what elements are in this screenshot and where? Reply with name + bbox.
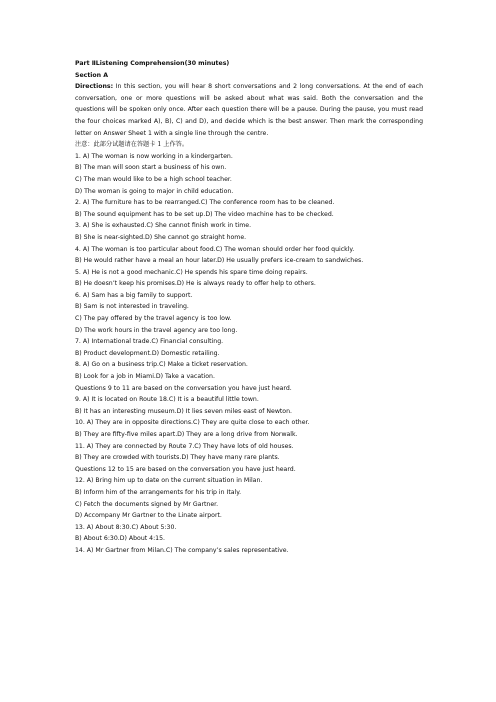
question-line: 5. A) He is not a good mechanic.C) He spends his spare time doing repairs.	[75, 268, 308, 276]
question-line: B) Sam is not interested in traveling.	[75, 303, 189, 311]
question-line: C) The pay offered by the travel agency is too low.	[75, 315, 232, 323]
question-line: 12. A) Bring him up to date on the current situation in Milan.	[75, 477, 263, 485]
section-heading: Section A	[75, 71, 108, 79]
directions-text: In this section, you will hear 8 short conversations and 2 long conversations. At the end of each conversation, one or more questions will be asked about what was said. Both the conversation and the questions will be spoken only once. After each question there will be a pause. During the pause, you must read the four choices marked A), B), C) and D), and decide which is the best answer. Then mark the corresponding letter on Answer Sheet 1 with a single line through the centre.	[75, 83, 423, 137]
question-list	[75, 151, 423, 557]
question-line: D) Accompany Mr Gartner to the Linate airport.	[75, 512, 222, 520]
document-page	[75, 58, 423, 557]
question-line: 3. A) She is exhausted.C) She cannot finish work in time.	[75, 222, 252, 230]
question-line: 8. A) Go on a business trip.C) Make a ticket reservation.	[75, 361, 248, 369]
question-line: B) Look for a job in Miami.D) Take a vacation.	[75, 373, 215, 381]
question-line: D) The work hours in the travel agency are too long.	[75, 326, 238, 334]
question-line: B) He would rather have a meal an hour later.D) He usually prefers ice-cream to sandwiches.	[75, 257, 364, 265]
question-line: 10. A) They are in opposite directions.C) They are quite close to each other.	[75, 419, 310, 427]
question-line: B) About 6:30.D) About 4:15.	[75, 535, 166, 543]
question-line: B) They are crowded with tourists.D) They have many rare plants.	[75, 454, 280, 462]
question-line: 1. A) The woman is now working in a kindergarten.	[75, 152, 233, 160]
question-line: C) The man would like to be a high school teacher.	[75, 175, 232, 183]
question-line: 6. A) Sam has a big family to support.	[75, 291, 193, 299]
question-line: 9. A) It is located on Route 18.C) It is a beautiful little town.	[75, 396, 259, 404]
question-line: B) The man will soon start a business of his own.	[75, 164, 227, 172]
chinese-note: 注意：此部分试题请在答题卡 1 上作答。	[75, 141, 189, 149]
question-line: 4. A) The woman is too particular about food.C) The woman should order her food quickly.	[75, 245, 355, 253]
directions-label: Directions:	[75, 83, 114, 91]
question-line: 14. A) Mr Gartner from Milan.C) The company’s sales representative.	[75, 546, 289, 554]
question-line: B) The sound equipment has to be set up.D) The video machine has to be checked.	[75, 210, 334, 218]
question-line: 11. A) They are connected by Route 7.C) They have lots of old houses.	[75, 442, 294, 450]
question-line: B) They are fifty-five miles apart.D) They are a long drive from Norwalk.	[75, 431, 298, 438]
question-line: 2. A) The furniture has to be rearranged.C) The conference room has to be cleaned.	[75, 199, 335, 207]
question-line: B) Inform him of the arrangements for his trip in Italy.	[75, 488, 242, 496]
question-line: D) The woman is going to major in child education.	[75, 187, 234, 195]
part-heading: Part ⅡListening Comprehension(30 minutes)	[75, 60, 230, 67]
question-line: 13. A) About 8:30.C) About 5:30.	[75, 523, 177, 531]
question-line: C) Fetch the documents signed by Mr Gartner.	[75, 500, 219, 508]
question-line: 7. A) International trade.C) Financial consulting.	[75, 338, 224, 346]
question-line: Questions 12 to 15 are based on the conversation you have just heard.	[75, 465, 296, 473]
question-line: B) He doesn’t keep his promises.D) He is always ready to offer help to others.	[75, 280, 316, 288]
directions-paragraph	[75, 81, 423, 139]
question-line: Questions 9 to 11 are based on the conversation you have just heard.	[75, 384, 292, 392]
question-line: B) She is near-sighted.D) She cannot go straight home.	[75, 233, 247, 241]
question-line: B) It has an interesting museum.D) It lies seven miles east of Newton.	[75, 407, 292, 415]
question-line: B) Product development.D) Domestic retailing.	[75, 349, 220, 357]
